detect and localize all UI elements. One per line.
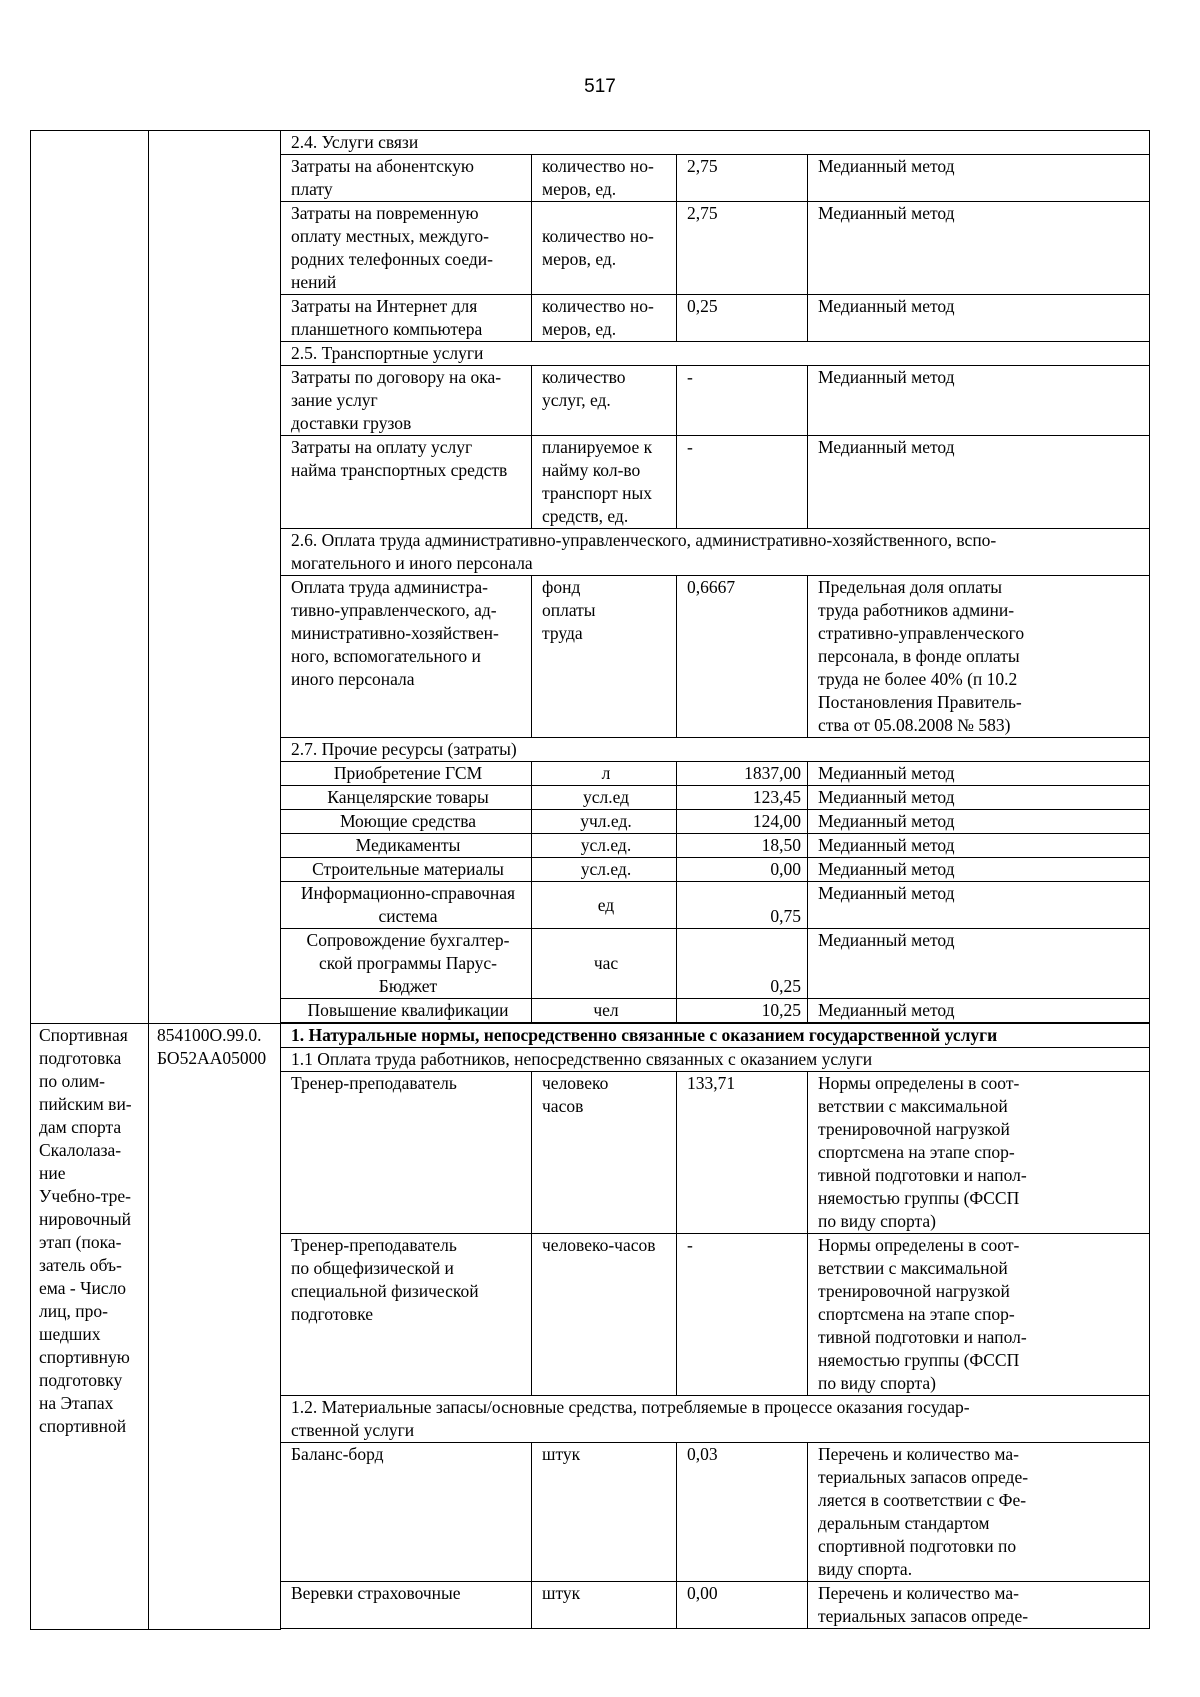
unit: количество но- меров, ед. xyxy=(532,295,677,342)
cost-name: Затраты на повременную оплату местных, междуго- родних телефонных соеди- нений xyxy=(281,202,532,295)
method: Медианный метод xyxy=(808,762,1150,786)
cost-name: Информационно-справочная система xyxy=(281,882,532,929)
unit: чел xyxy=(532,999,677,1023)
service-description: Спортивная подготовка по олим- пийским ви- дам спорта Скалолаза- ние Учебно-тре- нировочный этап (пока- затель объ- ема - Число лиц, про- шедших спортивную подготовку на Этапах спортивной xyxy=(31,1024,149,1630)
unit: час xyxy=(532,929,677,999)
method: Медианный метод xyxy=(808,295,1150,342)
value: 10,25 xyxy=(677,999,808,1023)
method: Медианный метод xyxy=(808,786,1150,810)
method: Медианный метод xyxy=(808,929,1150,999)
value: - xyxy=(677,366,808,436)
value: - xyxy=(677,436,808,529)
value: 0,00 xyxy=(677,1582,808,1629)
cost-name: Затраты на абонентскую плату xyxy=(281,155,532,202)
unit: ед xyxy=(532,882,677,929)
method: Предельная доля оплаты труда работников админи- стративно-управленческого персонала, в фонде оплаты труда не более 40% (п 10.2 Постановления Правитель- ства от 05.08.2008 № 583) xyxy=(808,576,1150,738)
unit: количество услуг, ед. xyxy=(532,366,677,436)
method: Перечень и количество ма- териальных запасов опреде- ляется в соответствии с Фе- деральным стандартом спортивной подготовки по виду спорта. xyxy=(808,1443,1150,1582)
norms-table xyxy=(30,130,1150,1630)
value: 2,75 xyxy=(677,155,808,202)
value: 124,00 xyxy=(677,810,808,834)
method: Медианный метод xyxy=(808,202,1150,295)
value: 18,50 xyxy=(677,834,808,858)
spacer xyxy=(281,1629,1150,1630)
cost-name: Приобретение ГСМ xyxy=(281,762,532,786)
method: Нормы определены в соот- ветствии с максимальной тренировочной нагрузкой спортсмена на этапе спор- тивной подготовки и напол- няемостью группы (ФССП по виду спорта) xyxy=(808,1072,1150,1234)
value: - xyxy=(677,1234,808,1396)
value: 0,00 xyxy=(677,858,808,882)
value: 0,25 xyxy=(677,295,808,342)
method: Нормы определены в соот- ветствии с максимальной тренировочной нагрузкой спортсмена на этапе спор- тивной подготовки и напол- няемостью группы (ФССП по виду спорта) xyxy=(808,1234,1150,1396)
method: Медианный метод xyxy=(808,882,1150,929)
value: 123,45 xyxy=(677,786,808,810)
cost-name: Медикаменты xyxy=(281,834,532,858)
unit: штук xyxy=(532,1443,677,1582)
cost-name: Веревки страховочные xyxy=(281,1582,532,1629)
value: 0,6667 xyxy=(677,576,808,738)
section-heading: 2.7. Прочие ресурсы (затраты) xyxy=(281,738,1150,762)
method: Медианный метод xyxy=(808,858,1150,882)
cost-name: Тренер-преподаватель по общефизической и специальной физической подготовке xyxy=(281,1234,532,1396)
service-code-empty xyxy=(149,131,281,1024)
section-heading: 2.6. Оплата труда административно-управленческого, административно-хозяйственного, вспо- могательного и иного персонала xyxy=(281,529,1150,576)
value: 2,75 xyxy=(677,202,808,295)
value: 0,75 xyxy=(677,882,808,929)
method: Медианный метод xyxy=(808,810,1150,834)
method: Медианный метод xyxy=(808,155,1150,202)
method: Медианный метод xyxy=(808,366,1150,436)
section-heading: 2.5. Транспортные услуги xyxy=(281,342,1150,366)
value: 0,25 xyxy=(677,929,808,999)
value: 0,03 xyxy=(677,1443,808,1582)
unit: усл.ед. xyxy=(532,834,677,858)
cost-name: Строительные материалы xyxy=(281,858,532,882)
cost-name: Сопровождение бухгалтер- ской программы Парус- Бюджет xyxy=(281,929,532,999)
cost-name: Оплата труда администра- тивно-управленческого, ад- министративно-хозяйствен- ного, вспомогательного и иного персонала xyxy=(281,576,532,738)
section-heading: 1.2. Материальные запасы/основные средства, потребляемые в процессе оказания государ- ственной услуги xyxy=(281,1396,1150,1443)
unit: л xyxy=(532,762,677,786)
method: Медианный метод xyxy=(808,999,1150,1023)
unit: усл.ед. xyxy=(532,858,677,882)
unit: фонд оплаты труда xyxy=(532,576,677,738)
service-description-empty xyxy=(31,131,149,1024)
section-heading: 1. Натуральные нормы, непосредственно связанные с оказанием государственной услуги xyxy=(281,1024,1150,1048)
unit: количество но- меров, ед. xyxy=(532,202,677,295)
cost-name: Моющие средства xyxy=(281,810,532,834)
cost-name: Повышение квалификации xyxy=(281,999,532,1023)
section-heading: 2.4. Услуги связи xyxy=(281,131,1150,155)
unit: учл.ед. xyxy=(532,810,677,834)
section-heading: 1.1 Оплата труда работников, непосредственно связанных с оказанием услуги xyxy=(281,1048,1150,1072)
unit: планируемое к найму кол-во транспорт ных средств, ед. xyxy=(532,436,677,529)
unit: человеко часов xyxy=(532,1072,677,1234)
method: Медианный метод xyxy=(808,436,1150,529)
cost-name: Баланс-борд xyxy=(281,1443,532,1582)
method: Медианный метод xyxy=(808,834,1150,858)
unit: человеко-часов xyxy=(532,1234,677,1396)
cost-name: Затраты по договору на ока- зание услуг доставки грузов xyxy=(281,366,532,436)
unit: штук xyxy=(532,1582,677,1629)
cost-name: Тренер-преподаватель xyxy=(281,1072,532,1234)
method: Перечень и количество ма- териальных запасов опреде- xyxy=(808,1582,1150,1629)
cost-name: Затраты на Интернет для планшетного компьютера xyxy=(281,295,532,342)
value: 1837,00 xyxy=(677,762,808,786)
page-number: 517 xyxy=(584,76,616,97)
service-code: 854100О.99.0. БО52АА05000 xyxy=(149,1024,281,1630)
cost-name: Канцелярские товары xyxy=(281,786,532,810)
cost-name: Затраты на оплату услуг найма транспортных средств xyxy=(281,436,532,529)
value: 133,71 xyxy=(677,1072,808,1234)
unit: количество но- меров, ед. xyxy=(532,155,677,202)
unit: усл.ед xyxy=(532,786,677,810)
